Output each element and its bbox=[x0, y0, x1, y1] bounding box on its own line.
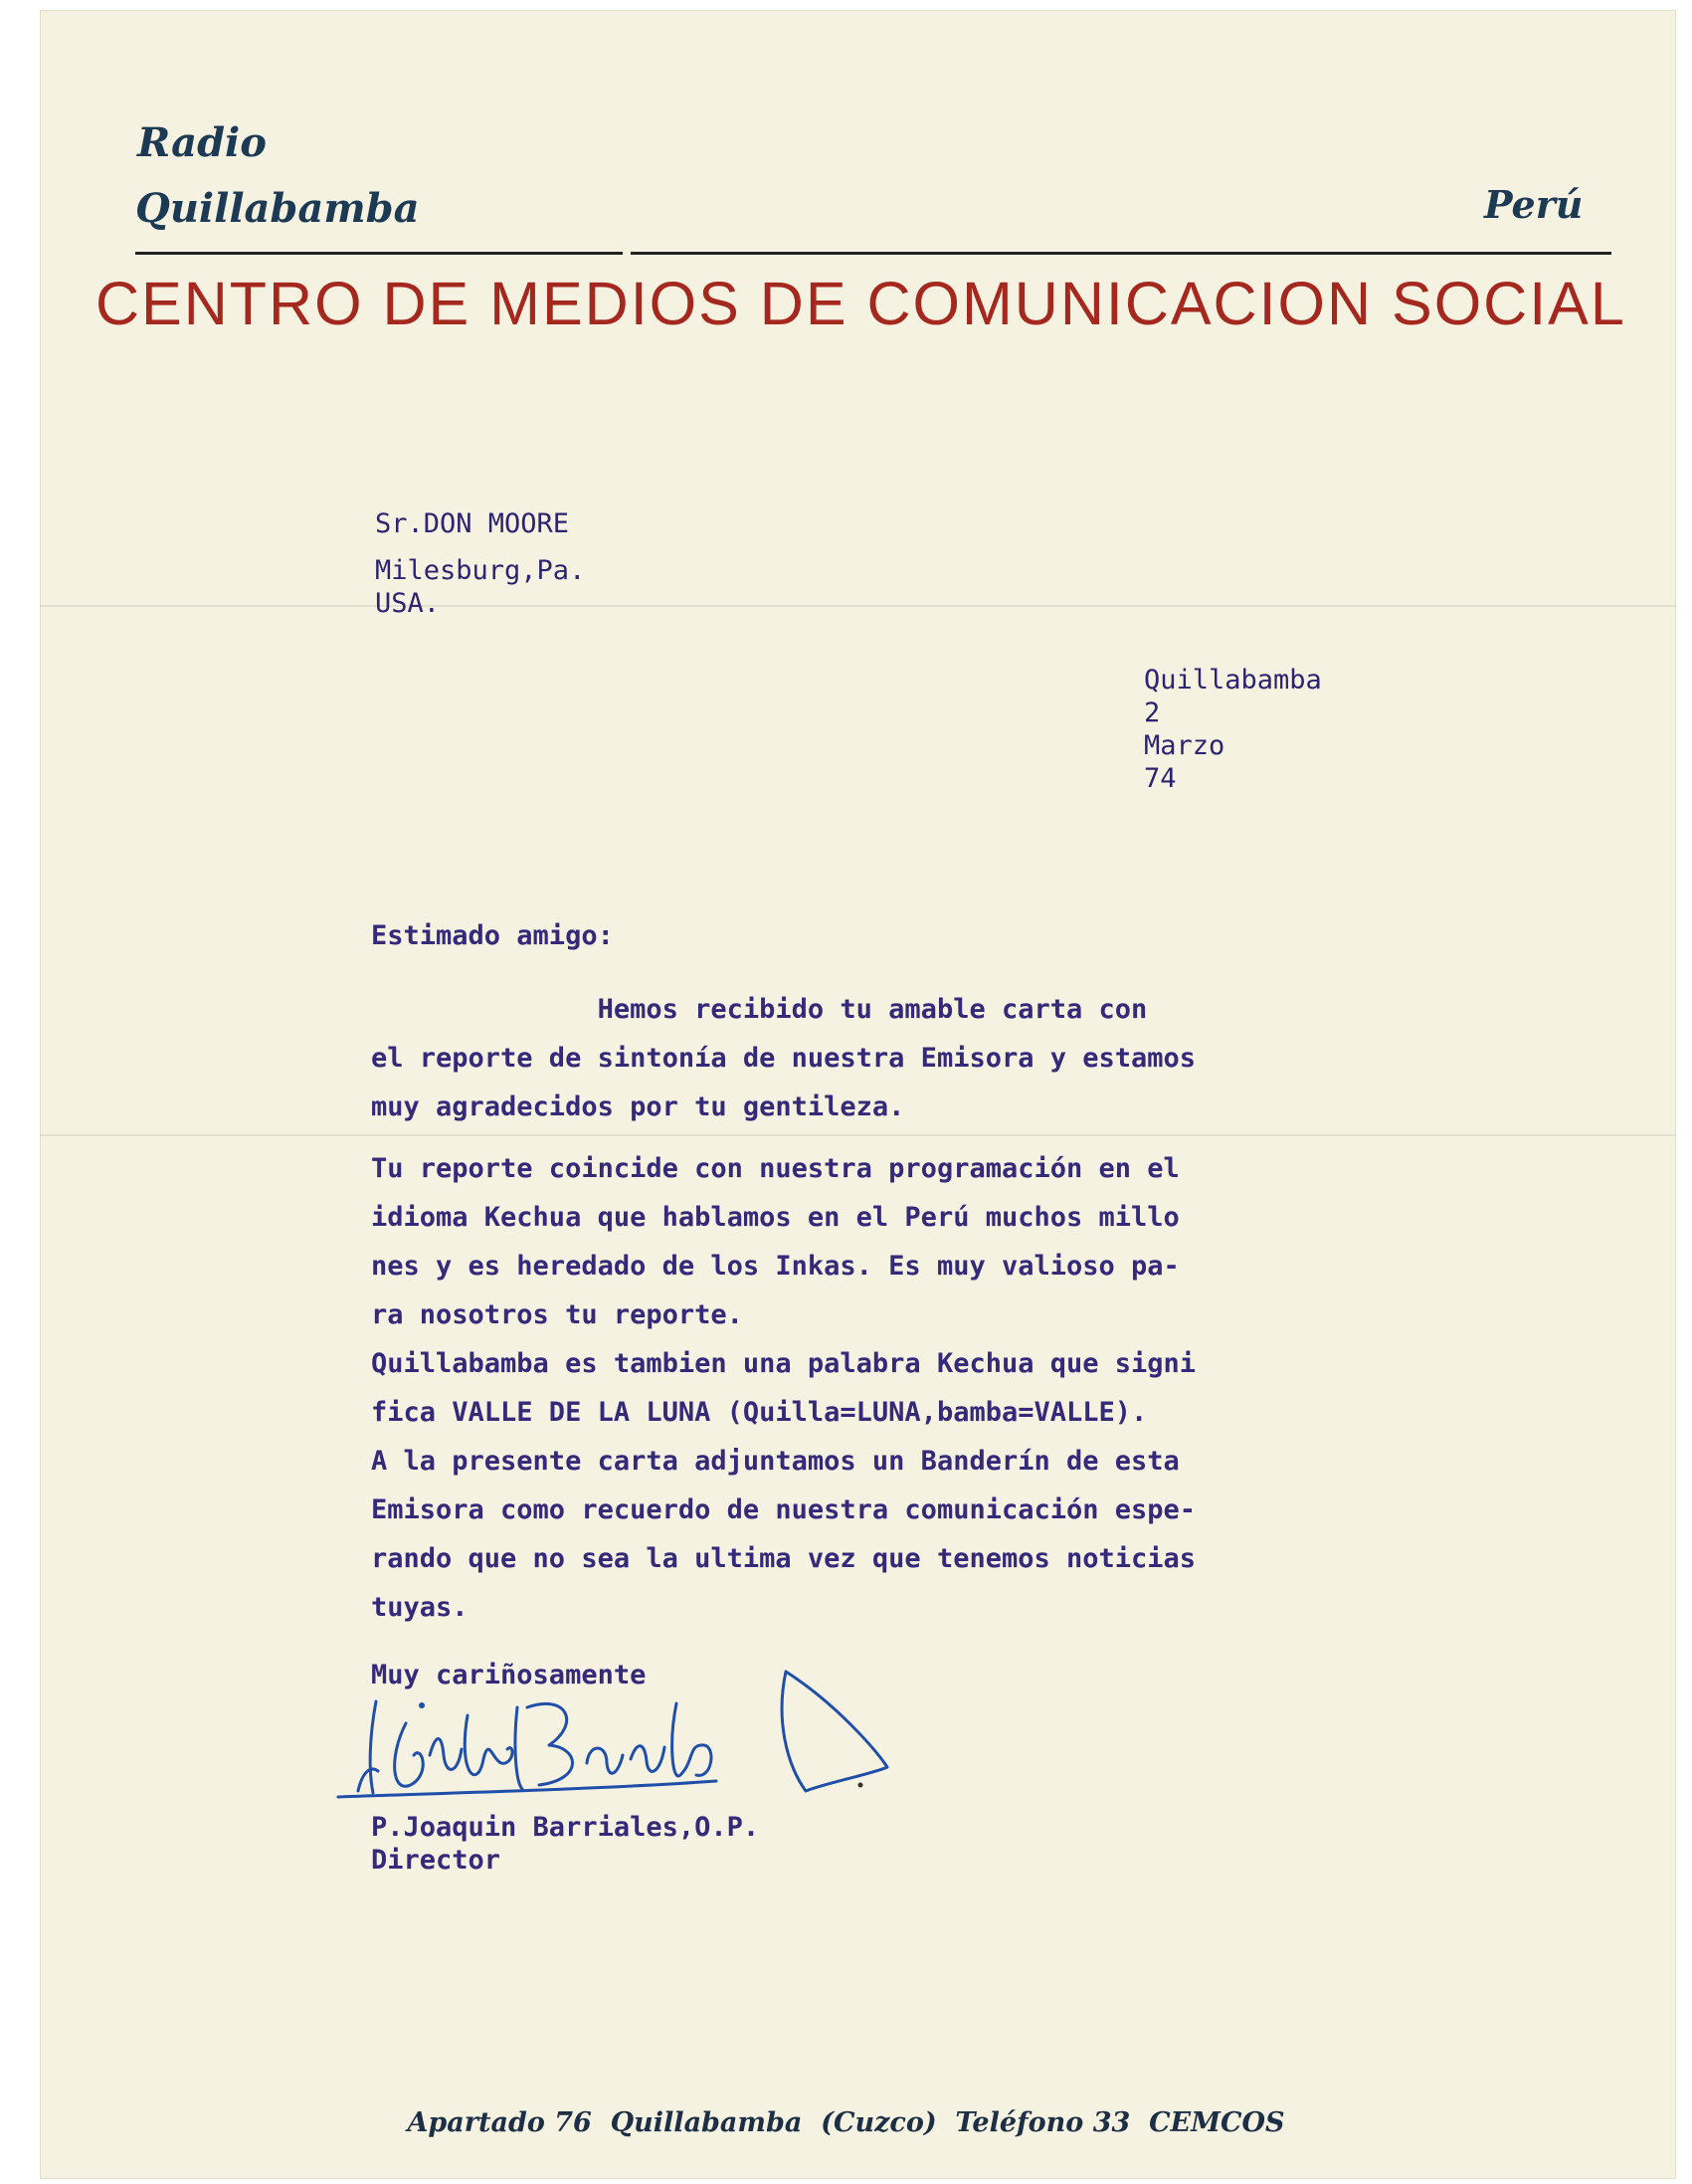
fold-crease bbox=[40, 605, 1676, 607]
signer-name: P.Joaquin Barriales,O.P. bbox=[371, 1812, 760, 1843]
date-year: 74 bbox=[1144, 763, 1177, 794]
handwritten-signature bbox=[318, 1664, 895, 1823]
recipient-city: Milesburg,Pa. bbox=[375, 555, 586, 586]
signer-title: Director bbox=[371, 1845, 501, 1876]
country-label: Perú bbox=[1484, 182, 1584, 227]
date-place: Quillabamba bbox=[1144, 665, 1322, 695]
body-paragraph-1: Hemos recibido tu amable carta con el reporte de sintonía de nuestra Emisora y estamos muy agradecidos por tu gentileza. bbox=[371, 994, 1197, 1122]
recipient-name: Sr.DON MOORE bbox=[375, 508, 570, 539]
logo-radio: Radio bbox=[137, 119, 267, 166]
body-paragraph-2: Tu reporte coincide con nuestra programación en el idioma Kechua que hablamos en el Perú muchos millo nes y es heredado de los Inkas. Es muy valioso pa- ra nosotros tu reporte. Quillabamba es tambien una palabra Kechua que signi fica VALLE DE LA LUNA (Quilla=LUNA,bamba=VALLE). A la presente carta adjuntamos un Banderín de esta Emisora como recuerdo de nuestra comunicación espe- rando que no sea la ultima vez que tenemos noticias tuyas. bbox=[371, 1153, 1197, 1623]
letterhead-footer: Apartado 76 Quillabamba (Cuzco) Teléfono 33 CEMCOS bbox=[407, 2107, 1285, 2138]
date-day: 2 bbox=[1144, 697, 1161, 728]
logo-quillabamba: Quillabamba bbox=[135, 185, 420, 232]
fold-crease bbox=[40, 1134, 1676, 1136]
date-month: Marzo bbox=[1144, 730, 1225, 761]
recipient-country: USA. bbox=[375, 588, 441, 619]
closing: Muy cariñosamente bbox=[371, 1660, 647, 1690]
header-rule-left bbox=[135, 252, 623, 255]
salutation: Estimado amigo: bbox=[371, 920, 614, 951]
letterhead-title: CENTRO DE MEDIOS DE COMUNICACION SOCIAL bbox=[95, 270, 1626, 337]
header-rule-right bbox=[631, 252, 1611, 255]
